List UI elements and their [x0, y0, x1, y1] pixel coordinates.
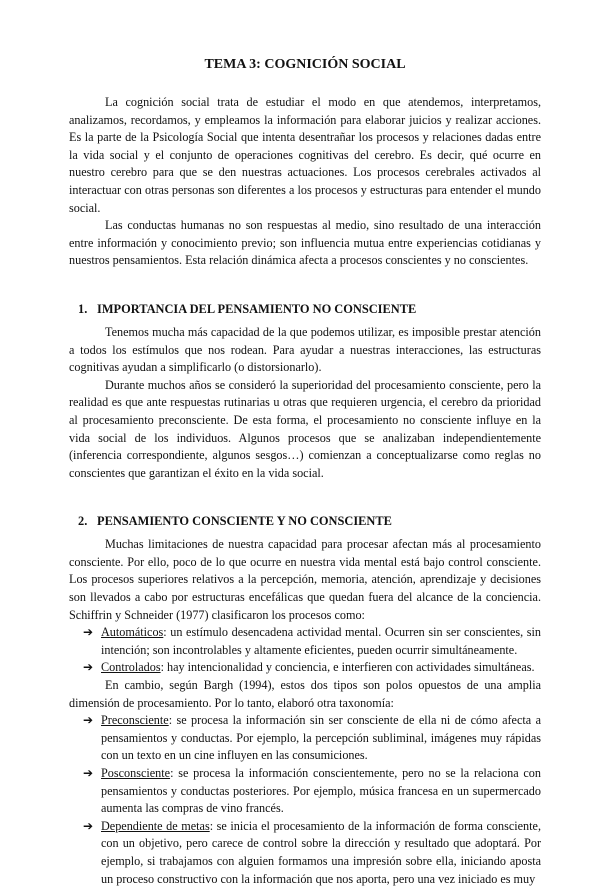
- body-paragraph: Muchas limitaciones de nuestra capacidad para procesar afectan más al procesamiento consciente. Por ello, poco de lo que ocurre en nuestra vida mental está bajo control consciente. Los procesos superiores relativos a la percepción, memoria, atención, aprendizaje y decisiones son llevados a cabo por estructuras encefálicas que quedan fuera del alcance de la conciencia. Schiffrin y Schneider (1977) clasificaron los procesos como:: [69, 537, 541, 622]
- list-text: : se procesa la información conscientemente, pero no se la relaciona con pensamientos y conductas posteriores. Por ejemplo, música francesa en un supermercado aumenta las compras de vino francés.: [101, 766, 541, 816]
- list-item: [83, 712, 541, 765]
- section-title: PENSAMIENTO CONSCIENTE Y NO CONSCIENTE: [97, 514, 392, 529]
- list-term: Posconsciente: [101, 766, 171, 780]
- list-item: [83, 818, 541, 888]
- section-number: 1.: [78, 301, 88, 316]
- list-text: : hay intencionalidad y conciencia, e interfieren con actividades simultáneas.: [160, 660, 535, 675]
- intro-paragraph: Las conductas humanas no son respuestas al medio, sino resultado de una interacción entre información y conocimiento previo; son influencia mutua entre experiencias cotidianas y nuestros pensamientos. Esta relación dinámica afecta a procesos conscientes y no conscientes.: [69, 218, 541, 268]
- body-paragraph: Tenemos mucha más capacidad de la que podemos utilizar, es imposible prestar atención a todos los estímulos que nos rodean. Para ayudar a nuestras interacciones, las estructuras cognitivas ayudan a simplificarlo (o distorsionarlo).: [69, 324, 541, 375]
- document-title: TEMA 3: COGNICIÓN SOCIAL: [204, 57, 406, 72]
- section-heading: [69, 512, 541, 530]
- list-term: Automáticos: [101, 625, 164, 640]
- document-page: [69, 56, 541, 888]
- list-item: [83, 765, 541, 818]
- arrow-bullet-icon: ➔: [83, 766, 94, 780]
- list-term: Controlados: [101, 660, 161, 675]
- arrow-bullet-icon: ➔: [83, 713, 94, 728]
- section-heading: [69, 300, 541, 318]
- list-item: [83, 624, 541, 659]
- arrow-bullet-icon: ➔: [83, 818, 94, 833]
- list-term: Preconsciente: [101, 713, 169, 728]
- list-item: [83, 659, 541, 677]
- intro-paragraph: La cognición social trata de estudiar el modo en que atendemos, interpretamos, analizamos, recordamos, y empleamos la información para elaborar juicios y realizar acciones. Es la parte de la Psicología Social que intenta desentrañar los procesos y relaciones dadas entre la vida social y el conjunto de operaciones cognitivas del cerebro. Es decir, qué ocurre en nuestro cerebro para que se den nuestras actuaciones. Los procesos cerebrales activados al interactuar con otras personas son diferentes a los procesos y estructuras para entender el mundo social.: [69, 95, 541, 215]
- taxonomy-list: [69, 712, 541, 888]
- arrow-bullet-icon: ➔: [83, 660, 94, 675]
- process-list: [69, 624, 541, 677]
- list-text: : un estímulo desencadena actividad mental. Ocurren sin ser conscientes, sin intención; son incontrolables y altamente eficientes, pueden ocurrir simultáneamente.: [101, 625, 541, 657]
- section-title: IMPORTANCIA DEL PENSAMIENTO NO CONSCIENTE: [97, 301, 417, 316]
- section-number: 2.: [78, 514, 88, 529]
- list-text: : se procesa la información sin ser consciente de ella ni de cómo afecta a pensamientos y conductas. Por ejemplo, la percepción subliminal, imágenes muy rápidas con un texto en un cine influyen en las consumiciones.: [101, 713, 541, 763]
- list-term: Dependiente de metas: [101, 818, 210, 833]
- arrow-bullet-icon: ➔: [83, 625, 94, 640]
- list-text: : se inicia el procesamiento de la información de forma consciente, con un objetivo, pero carece de control sobre la dirección y resultado que adoptará. Por ejemplo, si trabajamos con alguien formamos una impresión sobre ella, iniciando aposta un proceso constructivo con la información que nos aporta, pero una vez iniciado es muy: [101, 818, 541, 886]
- body-paragraph: En cambio, según Bargh (1994), estos dos tipos son polos opuestos de una amplia dimensión de procesamiento. Por lo tanto, elaboró otra taxonomía:: [69, 678, 541, 710]
- body-paragraph: Durante muchos años se consideró la superioridad del procesamiento consciente, pero la realidad es que ante respuestas rutinarias u otras que requieren urgencia, el cerebro da prioridad al procesamiento preconsciente. De esta forma, el procesamiento no consciente influye en la vida social de los individuos. Algunos procesos que se analizaban independientemente (inferencia correspondiente, algunos sesgos…) comienzan a conceptualizarse como reglas no conscientes que garantizan el éxito en la vida social.: [69, 377, 541, 480]
